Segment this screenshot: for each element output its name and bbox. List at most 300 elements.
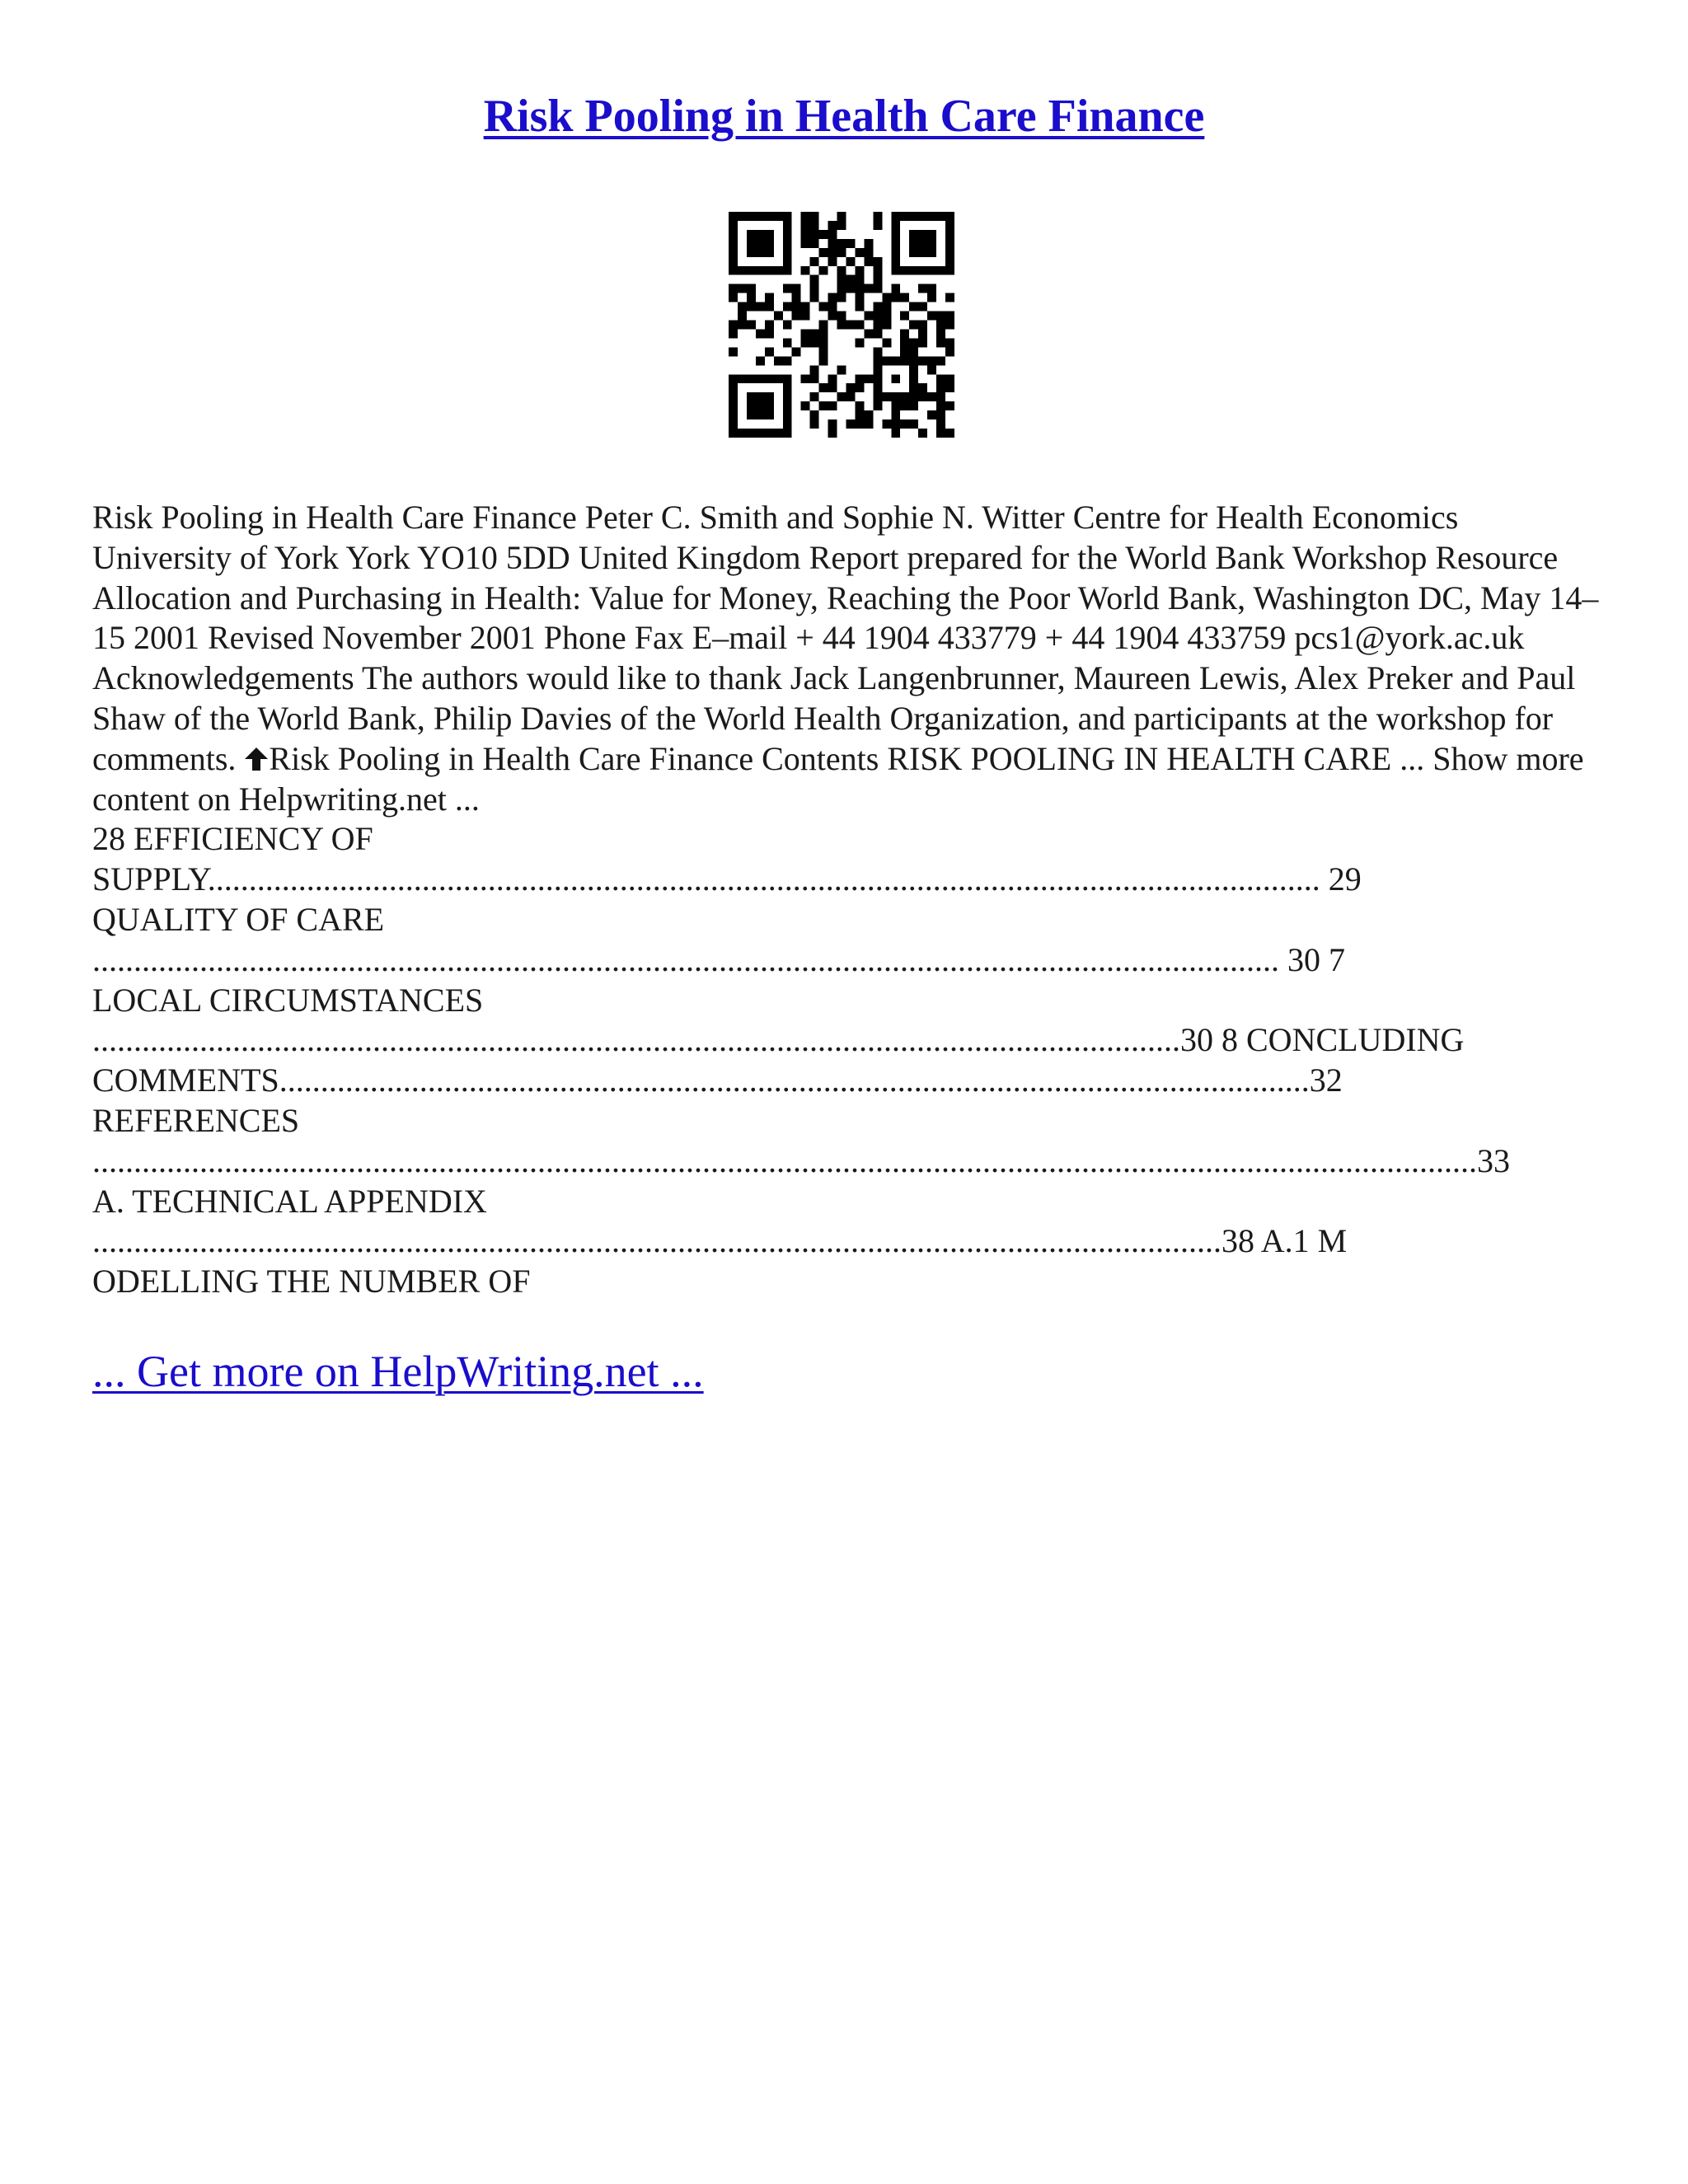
qr-module	[729, 383, 738, 392]
qr-module	[783, 248, 792, 257]
qr-module	[945, 312, 954, 321]
title-link[interactable]: Risk Pooling in Health Care Finance	[483, 91, 1205, 142]
qr-module	[783, 338, 792, 347]
qr-module	[747, 212, 756, 221]
qr-module	[873, 257, 882, 266]
qr-module	[873, 275, 882, 284]
qr-module	[855, 293, 864, 302]
toc-line: REFERENCES	[92, 1101, 300, 1139]
qr-module	[900, 419, 909, 429]
qr-module	[900, 329, 909, 338]
document-body	[92, 498, 1601, 1302]
qr-module	[747, 401, 756, 410]
qr-module	[909, 356, 918, 365]
qr-module	[729, 212, 738, 221]
qr-module	[855, 275, 864, 284]
qr-module	[900, 392, 909, 401]
qr-module	[855, 248, 864, 257]
qr-module	[909, 374, 918, 383]
qr-module	[873, 383, 882, 392]
toc-line: QUALITY OF CARE	[92, 900, 385, 938]
qr-module	[828, 257, 837, 266]
qr-module	[918, 248, 927, 257]
qr-module	[873, 365, 882, 374]
qr-module	[774, 356, 783, 365]
qr-module	[927, 410, 936, 419]
qr-module	[927, 365, 936, 374]
qr-module	[765, 321, 774, 330]
qr-module	[747, 302, 756, 312]
qr-module	[945, 212, 954, 221]
qr-module	[891, 284, 900, 293]
qr-module	[945, 221, 954, 230]
qr-module	[783, 410, 792, 419]
qr-module	[918, 429, 927, 438]
qr-module	[855, 284, 864, 293]
qr-module	[900, 266, 909, 275]
page-title	[0, 87, 1688, 145]
qr-module	[927, 312, 936, 321]
qr-module	[783, 239, 792, 248]
qr-module	[729, 230, 738, 239]
qr-module	[747, 392, 756, 401]
qr-module	[810, 275, 819, 284]
qr-module	[828, 383, 837, 392]
qr-module	[756, 248, 765, 257]
qr-module	[846, 383, 855, 392]
qr-module	[864, 410, 873, 419]
qr-module	[918, 284, 927, 293]
qr-code-icon	[729, 212, 954, 438]
qr-module	[774, 266, 783, 275]
qr-module	[882, 293, 891, 302]
qr-module	[927, 239, 936, 248]
qr-module	[810, 284, 819, 293]
qr-module	[891, 356, 900, 365]
qr-module	[864, 257, 873, 266]
qr-module	[909, 321, 918, 330]
qr-module	[756, 356, 765, 365]
qr-module	[783, 401, 792, 410]
qr-module	[747, 374, 756, 383]
qr-module	[846, 392, 855, 401]
qr-module	[882, 312, 891, 321]
toc-line: A. TECHNICAL APPENDIX	[92, 1182, 487, 1220]
qr-module	[792, 293, 801, 302]
qr-module	[846, 275, 855, 284]
qr-module	[738, 374, 747, 383]
qr-module	[819, 347, 828, 356]
qr-module	[927, 266, 936, 275]
qr-module	[783, 257, 792, 266]
qr-module	[837, 266, 846, 275]
qr-module	[873, 356, 882, 365]
qr-module	[945, 293, 954, 302]
qr-module	[837, 293, 846, 302]
qr-module	[864, 284, 873, 293]
qr-module	[783, 383, 792, 392]
qr-module	[729, 284, 738, 293]
qr-module	[873, 401, 882, 410]
qr-module	[837, 239, 846, 248]
qr-module	[828, 312, 837, 321]
qr-module	[945, 383, 954, 392]
qr-module	[819, 302, 828, 312]
qr-module	[801, 302, 810, 312]
qr-module	[774, 374, 783, 383]
qr-module	[729, 257, 738, 266]
qr-module	[729, 239, 738, 248]
qr-module	[747, 293, 756, 302]
qr-module	[765, 212, 774, 221]
toc-line: ODELLING THE NUMBER OF	[92, 1263, 531, 1301]
qr-module	[918, 230, 927, 239]
qr-module	[873, 347, 882, 356]
qr-module	[945, 230, 954, 239]
qr-module	[756, 392, 765, 401]
toc-line: SUPPLY....................................................................................................................................... 29	[92, 860, 1362, 898]
qr-module	[855, 321, 864, 330]
qr-module	[873, 212, 882, 221]
qr-module	[729, 329, 738, 338]
more-link-container	[92, 1345, 704, 1398]
qr-module	[909, 338, 918, 347]
qr-module	[783, 284, 792, 293]
qr-module	[927, 356, 936, 365]
qr-module	[918, 266, 927, 275]
qr-module	[873, 302, 882, 312]
qr-module	[936, 312, 945, 321]
qr-module	[774, 429, 783, 438]
qr-module	[936, 429, 945, 438]
qr-module	[747, 230, 756, 239]
qr-module	[756, 374, 765, 383]
qr-module	[729, 374, 738, 383]
qr-module	[837, 284, 846, 293]
qr-module	[765, 374, 774, 383]
qr-module	[747, 266, 756, 275]
qr-module	[855, 383, 864, 392]
qr-module	[756, 266, 765, 275]
qr-module	[828, 374, 837, 383]
qr-module	[864, 312, 873, 321]
qr-module	[900, 338, 909, 347]
qr-module	[909, 347, 918, 356]
qr-module	[729, 293, 738, 302]
qr-module	[945, 429, 954, 438]
qr-module	[810, 212, 819, 221]
toc-line: ....................................................................................................................................30 8 CONCLUDING	[92, 1021, 1465, 1059]
qr-module	[783, 419, 792, 429]
qr-module	[873, 221, 882, 230]
qr-module	[927, 230, 936, 239]
qr-module	[765, 392, 774, 401]
qr-module	[855, 266, 864, 275]
qr-module	[729, 392, 738, 401]
qr-module	[900, 293, 909, 302]
qr-module	[891, 410, 900, 419]
qr-module	[864, 248, 873, 257]
qr-module	[810, 419, 819, 429]
qr-module	[918, 338, 927, 347]
qr-module	[810, 239, 819, 248]
qr-module	[936, 419, 945, 429]
qr-module	[765, 293, 774, 302]
qr-module	[801, 239, 810, 248]
qr-module	[783, 429, 792, 438]
qr-module	[936, 321, 945, 330]
qr-module	[936, 392, 945, 401]
qr-module	[765, 230, 774, 239]
get-more-link[interactable]: ... Get more on HelpWriting.net ...	[92, 1347, 704, 1396]
qr-module	[756, 239, 765, 248]
qr-module	[891, 257, 900, 266]
qr-module	[846, 419, 855, 429]
qr-module	[909, 401, 918, 410]
qr-module	[801, 312, 810, 321]
qr-module	[765, 248, 774, 257]
qr-module	[891, 266, 900, 275]
qr-module	[756, 302, 765, 312]
toc-line: COMMENTS.............................................................................................................................32	[92, 1062, 1343, 1099]
qr-module	[927, 284, 936, 293]
up-arrow-icon	[244, 747, 269, 771]
qr-module	[819, 383, 828, 392]
qr-module	[801, 266, 810, 275]
qr-module	[810, 365, 819, 374]
qr-module	[756, 212, 765, 221]
qr-module	[765, 410, 774, 419]
qr-module	[918, 239, 927, 248]
qr-module	[756, 230, 765, 239]
qr-module	[909, 230, 918, 239]
qr-module	[846, 257, 855, 266]
qr-module	[909, 266, 918, 275]
qr-module	[765, 239, 774, 248]
qr-module	[873, 312, 882, 321]
qr-module	[909, 248, 918, 257]
qr-module	[819, 230, 828, 239]
qr-module	[873, 329, 882, 338]
qr-module	[936, 374, 945, 383]
qr-module	[945, 338, 954, 347]
qr-module	[909, 392, 918, 401]
qr-module	[873, 266, 882, 275]
qr-module	[828, 293, 837, 302]
qr-module	[783, 321, 792, 330]
qr-module	[882, 338, 891, 347]
qr-module	[900, 312, 909, 321]
qr-module	[819, 266, 828, 275]
qr-module	[729, 321, 738, 330]
qr-module	[810, 392, 819, 401]
qr-module	[945, 248, 954, 257]
qr-module	[783, 212, 792, 221]
qr-module	[882, 302, 891, 312]
qr-module	[729, 410, 738, 419]
toc-line: 28 EFFICIENCY OF	[92, 820, 373, 858]
qr-module	[747, 284, 756, 293]
qr-module	[891, 212, 900, 221]
qr-module	[837, 221, 846, 230]
qr-module	[810, 374, 819, 383]
toc-line: ........................................................................................................................................................................33	[92, 1141, 1510, 1179]
qr-module	[801, 212, 810, 221]
qr-module	[900, 212, 909, 221]
qr-code-graphic	[729, 212, 954, 438]
qr-module	[747, 248, 756, 257]
qr-module	[882, 392, 891, 401]
qr-module	[891, 293, 900, 302]
qr-module	[810, 230, 819, 239]
qr-module	[936, 401, 945, 410]
qr-module	[891, 239, 900, 248]
qr-module	[936, 356, 945, 365]
qr-module	[828, 221, 837, 230]
qr-module	[873, 392, 882, 401]
qr-module	[738, 302, 747, 312]
qr-module	[918, 383, 927, 392]
qr-module	[801, 221, 810, 230]
qr-module	[810, 257, 819, 266]
qr-module	[738, 212, 747, 221]
qr-module	[828, 401, 837, 410]
qr-module	[900, 401, 909, 410]
qr-module	[774, 312, 783, 321]
qr-module	[801, 338, 810, 347]
qr-module	[891, 230, 900, 239]
qr-module	[837, 365, 846, 374]
qr-module	[936, 329, 945, 338]
qr-module	[918, 212, 927, 221]
qr-module	[927, 392, 936, 401]
qr-module	[936, 212, 945, 221]
qr-module	[855, 401, 864, 410]
abstract-paragraph	[92, 498, 1601, 819]
qr-module	[909, 239, 918, 248]
qr-module	[783, 230, 792, 239]
qr-module	[756, 401, 765, 410]
qr-module	[828, 239, 837, 248]
qr-module	[909, 302, 918, 312]
qr-module	[945, 266, 954, 275]
qr-module	[864, 419, 873, 429]
qr-module	[783, 392, 792, 401]
qr-module	[765, 401, 774, 410]
qr-module	[729, 429, 738, 438]
qr-module	[783, 356, 792, 365]
qr-module	[855, 374, 864, 383]
qr-module	[837, 248, 846, 257]
qr-module	[891, 429, 900, 438]
qr-module	[882, 321, 891, 330]
qr-module	[819, 329, 828, 338]
qr-module	[783, 266, 792, 275]
qr-module	[918, 356, 927, 365]
qr-module	[792, 312, 801, 321]
qr-module	[891, 374, 900, 383]
qr-module	[810, 410, 819, 419]
qr-module	[891, 401, 900, 410]
qr-module	[774, 212, 783, 221]
qr-module	[747, 410, 756, 419]
toc-line: ................................................................................................................................................ 30 7	[92, 940, 1345, 978]
qr-module	[846, 239, 855, 248]
qr-module	[882, 356, 891, 365]
qr-module	[828, 230, 837, 239]
qr-module	[828, 429, 837, 438]
qr-module	[765, 266, 774, 275]
qr-module	[945, 321, 954, 330]
qr-module	[909, 383, 918, 392]
qr-module	[909, 365, 918, 374]
qr-module	[819, 321, 828, 330]
qr-module	[873, 284, 882, 293]
qr-module	[810, 293, 819, 302]
qr-module	[738, 284, 747, 293]
qr-module	[837, 392, 846, 401]
qr-module	[801, 401, 810, 410]
qr-module	[864, 239, 873, 248]
qr-module	[747, 429, 756, 438]
qr-module	[756, 429, 765, 438]
toc-line: .........................................................................................................................................38 A.1 M	[92, 1222, 1348, 1260]
qr-module	[927, 212, 936, 221]
qr-module	[873, 321, 882, 330]
qr-module	[945, 239, 954, 248]
qr-module	[819, 401, 828, 410]
qr-module	[855, 338, 864, 347]
qr-module	[819, 338, 828, 347]
qr-module	[729, 266, 738, 275]
qr-module	[765, 429, 774, 438]
qr-module	[837, 275, 846, 284]
qr-module	[729, 401, 738, 410]
qr-module	[828, 419, 837, 429]
qr-module	[792, 284, 801, 293]
qr-module	[936, 266, 945, 275]
qr-module	[945, 257, 954, 266]
qr-module	[909, 212, 918, 221]
qr-module	[855, 302, 864, 312]
qr-module	[936, 338, 945, 347]
qr-module	[810, 221, 819, 230]
qr-module	[810, 329, 819, 338]
qr-module	[783, 374, 792, 383]
qr-module	[900, 356, 909, 365]
qr-module	[747, 321, 756, 330]
qr-module	[738, 312, 747, 321]
qr-module	[891, 248, 900, 257]
qr-module	[792, 347, 801, 356]
qr-module	[864, 374, 873, 383]
qr-module	[765, 329, 774, 338]
qr-module	[792, 302, 801, 312]
qr-module	[837, 312, 846, 321]
qr-module	[756, 410, 765, 419]
qr-module	[810, 338, 819, 347]
qr-module	[765, 347, 774, 356]
toc-line: LOCAL CIRCUMSTANCES	[92, 981, 484, 1019]
qr-module	[828, 248, 837, 257]
qr-module	[945, 374, 954, 383]
qr-module	[927, 293, 936, 302]
qr-module	[891, 221, 900, 230]
qr-module	[729, 248, 738, 257]
qr-module	[891, 392, 900, 401]
qr-module	[918, 329, 927, 338]
qr-module	[846, 284, 855, 293]
